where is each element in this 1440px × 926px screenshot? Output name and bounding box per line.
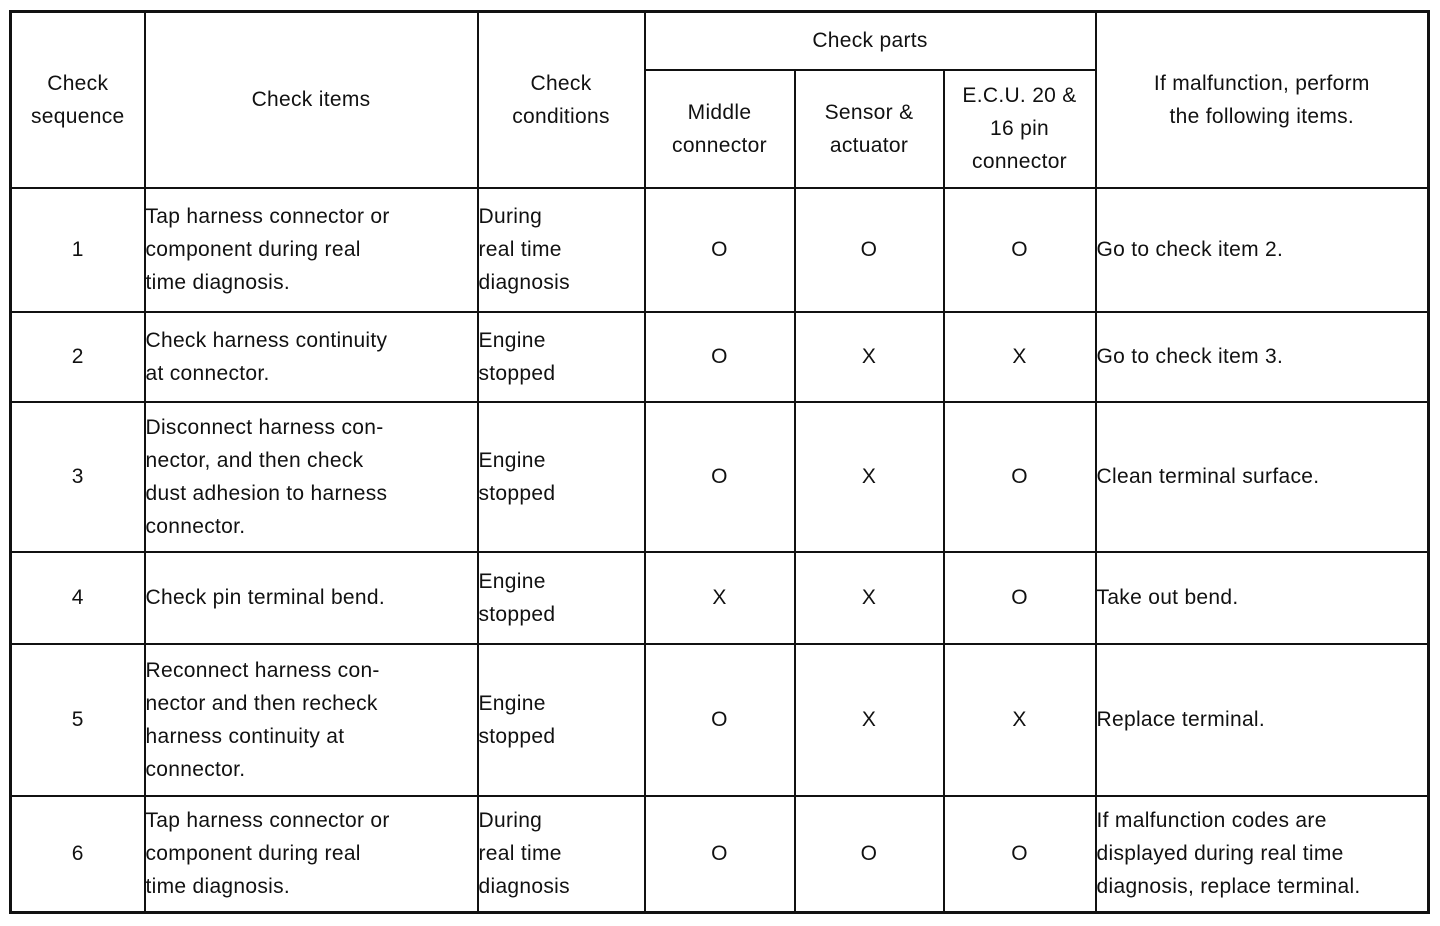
- check-item-cell: Tap harness connector or component during real time diagnosis.: [145, 796, 478, 913]
- malfunction-action-cell: Go to check item 3.: [1096, 312, 1429, 402]
- table-row: [11, 402, 1429, 552]
- condition-cell: Engine stopped: [478, 402, 645, 552]
- ecu-connector-mark: O: [944, 188, 1096, 312]
- check-table: [9, 10, 1430, 914]
- sequence-cell: 2: [11, 312, 145, 402]
- ecu-connector-mark: O: [944, 796, 1096, 913]
- ecu-connector-mark: X: [944, 312, 1096, 402]
- header-check-items: Check items: [145, 12, 478, 188]
- sensor-actuator-mark: X: [795, 312, 944, 402]
- malfunction-action-cell: If malfunction codes are displayed during real time diagnosis, replace terminal.: [1096, 796, 1429, 913]
- condition-cell: Engine stopped: [478, 552, 645, 644]
- table-row: [11, 188, 1429, 312]
- table-row: [11, 796, 1429, 913]
- malfunction-action-cell: Go to check item 2.: [1096, 188, 1429, 312]
- ecu-connector-mark: O: [944, 402, 1096, 552]
- header-check-conditions: Check conditions: [478, 12, 645, 188]
- middle-connector-mark: O: [645, 796, 795, 913]
- ecu-connector-mark: X: [944, 644, 1096, 796]
- header-check-sequence: Check sequence: [11, 12, 145, 188]
- sequence-cell: 1: [11, 188, 145, 312]
- check-item-cell: Tap harness connector or component during real time diagnosis.: [145, 188, 478, 312]
- malfunction-action-cell: Clean terminal surface.: [1096, 402, 1429, 552]
- malfunction-action-cell: Replace terminal.: [1096, 644, 1429, 796]
- header-malfunction-action: If malfunction, perform the following items.: [1096, 12, 1429, 188]
- middle-connector-mark: O: [645, 188, 795, 312]
- sequence-cell: 4: [11, 552, 145, 644]
- sensor-actuator-mark: X: [795, 644, 944, 796]
- sensor-actuator-mark: O: [795, 796, 944, 913]
- malfunction-action-cell: Take out bend.: [1096, 552, 1429, 644]
- middle-connector-mark: O: [645, 402, 795, 552]
- header-check-parts: Check parts: [645, 12, 1096, 70]
- condition-cell: Engine stopped: [478, 644, 645, 796]
- middle-connector-mark: O: [645, 644, 795, 796]
- condition-cell: Engine stopped: [478, 312, 645, 402]
- check-item-cell: Check pin terminal bend.: [145, 552, 478, 644]
- condition-cell: During real time diagnosis: [478, 796, 645, 913]
- sequence-cell: 5: [11, 644, 145, 796]
- table-row: [11, 644, 1429, 796]
- ecu-connector-mark: O: [944, 552, 1096, 644]
- sequence-cell: 6: [11, 796, 145, 913]
- check-item-cell: Check harness continuity at connector.: [145, 312, 478, 402]
- table-row: [11, 552, 1429, 644]
- sensor-actuator-mark: O: [795, 188, 944, 312]
- header-ecu-connector: E.C.U. 20 & 16 pin connector: [944, 70, 1096, 188]
- header-sensor-actuator: Sensor & actuator: [795, 70, 944, 188]
- check-item-cell: Reconnect harness con- nector and then recheck harness continuity at connector.: [145, 644, 478, 796]
- middle-connector-mark: O: [645, 312, 795, 402]
- header-middle-connector: Middle connector: [645, 70, 795, 188]
- sensor-actuator-mark: X: [795, 402, 944, 552]
- sequence-cell: 3: [11, 402, 145, 552]
- sensor-actuator-mark: X: [795, 552, 944, 644]
- condition-cell: During real time diagnosis: [478, 188, 645, 312]
- table-row: [11, 312, 1429, 402]
- middle-connector-mark: X: [645, 552, 795, 644]
- check-item-cell: Disconnect harness con- nector, and then check dust adhesion to harness connector.: [145, 402, 478, 552]
